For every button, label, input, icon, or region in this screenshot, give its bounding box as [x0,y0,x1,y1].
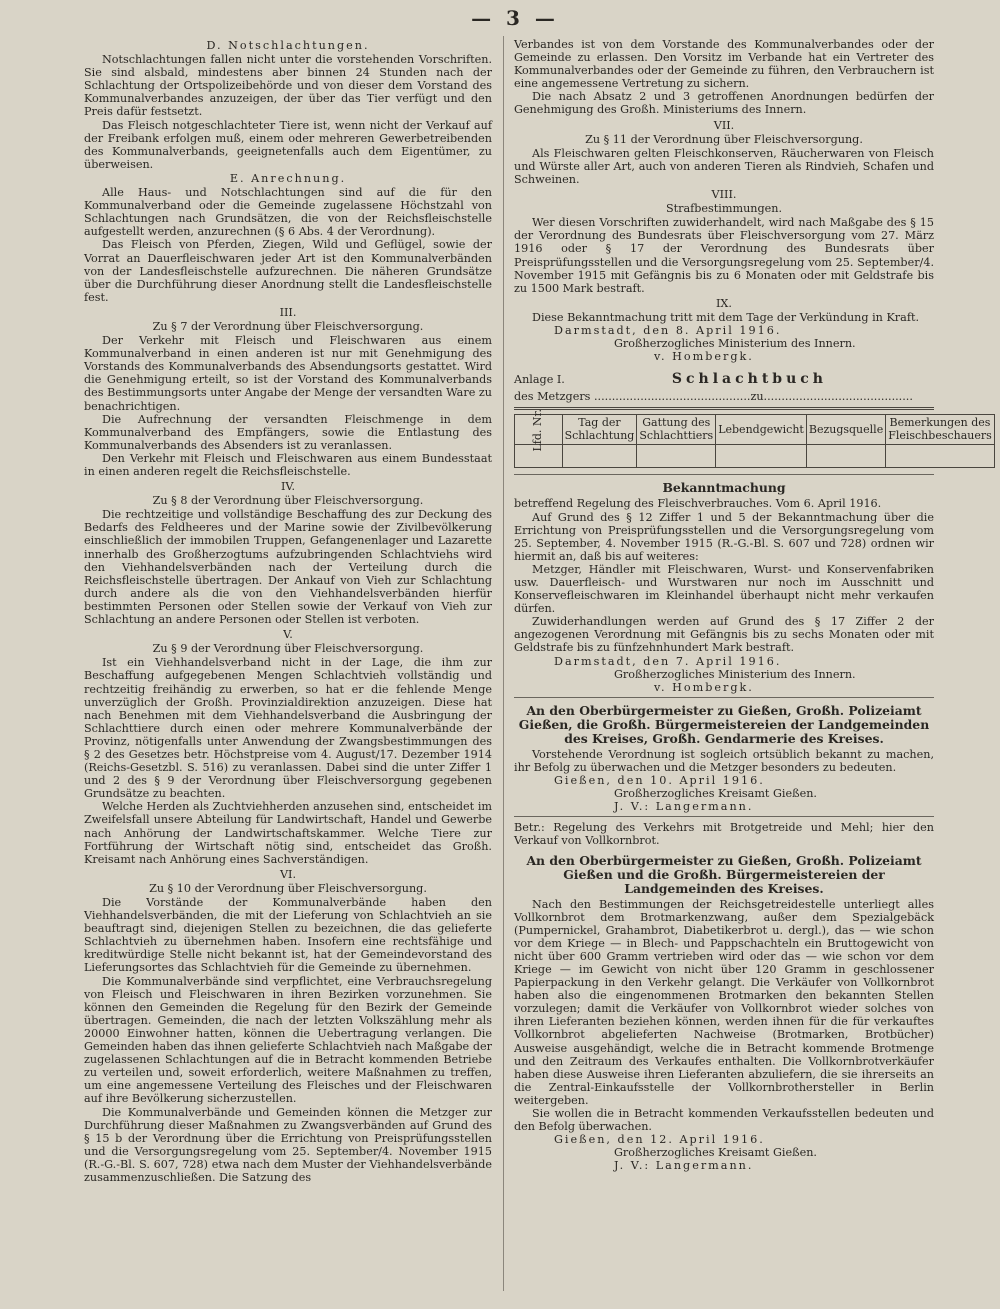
ministry-line: Großherzogliches Ministerium des Innern. [614,337,856,351]
paragraph: Die nach Absatz 2 und 3 getroffenen Anordnungen bedürfen der Genehmigung des Großh. Ministeriums des Innern. [514,90,934,117]
signature: J. V.: Langermann. [614,1159,754,1173]
right-column [514,38,992,1173]
paragraph: Verbandes ist von dem Vorstande des Kommunalverbandes oder der Gemeinde zu erlassen. Den Vorsitz im Verbande hat ein Vertreter des Kommunalverbandes oder der Gemeinde zu führen, den Verbrauchern ist eine angemessene Vertretung zu sichern. [514,38,934,91]
paragraph: Ist ein Viehhandelsverband nicht in der Lage, die ihm zur Beschaffung aufgegebenen Mengen Schlachtvieh vollständig und rechtzeitig freihändig zu erwerben, so hat er die fehlende Menge unverzüglich der Großh. Provinzialdirektion anzuzeigen. Diese hat nach Benehmen mit dem Viehhandelsverband die Ausbringung der Schlachttiere durch einen oder mehrere Kommunalverbände der Provinz, nötigenfalls unter Anwendung der Zwangsbestimmungen des § 2 des Gesetzes betr. Höchstpreise vom 4. August/17. Dezember 1914 (Reichs-Gesetzbl. S. 516) zu veranlassen. Dabei sind die unter Ziffer 1 und 2 des § 9 der Verordnung über Fleischversorgung gegebenen Grundsätze zu beachten. [84,656,492,801]
paragraph: Sie wollen die in Betracht kommenden Verkaufsstellen bedeuten und den Befolg überwachen. [514,1107,934,1134]
paragraph: Alle Haus- und Notschlachtungen sind auf die für den Kommunalverband oder die Gemeinde zugelassene Höchstzahl von Schlachtungen nach Grundsätzen, die von der Reichsfleischstelle aufgestellt werden, anzurechnen (§ 6 Abs. 4 der Verordnung). [84,186,492,239]
section-number: VII. [713,118,735,132]
section-number: VI. [279,867,297,881]
table-row [515,445,995,468]
paragraph: Den Verkehr mit Fleisch und Fleischwaren aus einem Bundesstaat in einen anderen regelt die Reichsfleischstelle. [84,451,492,478]
kreisamt-line: Großherzogliches Kreisamt Gießen. [614,787,817,801]
table-header-cell: Lfd. Nr. [515,415,563,445]
paragraph: Metzger, Händler mit Fleischwaren, Wurst- und Konservenfabriken usw. Dauerfleisch- und Wurstwaren nur noch im Ausschnitt und Konservefleischwaren im Kleinhandel überhaupt nicht mehr verkaufen dürfen. [514,562,934,616]
schlachtbuch-table [514,408,995,468]
signature: v. Hombergk. [654,350,754,364]
section-number: V. [283,628,293,642]
announcement-subtitle: betreffend Regelung des Fleischverbrauches. Vom 6. April 1916. [514,497,882,511]
section-heading: Zu § 10 der Verordnung über Fleischversorgung. [149,881,427,895]
paragraph: Die Vorstände der Kommunalverbände haben den Viehhandelsverbänden, die mit der Lieferung von Schlachtvieh an sie beauftragt sind, diejenigen Stellen zu bezeichnen, die das gelieferte Schlachtvieh zu übernehmen haben. Insofern eine rechtsfähige und kreditwürdige Stelle nicht bekannt ist, hat der Gemeindevorstand des Lieferungsortes das Schlachtvieh für die Gemeinde zu übernehmen. [84,896,492,975]
annex-label: Anlage I. [514,373,565,387]
date-line: Gießen, den 10. April 1916. [554,774,765,788]
section-heading: Zu § 7 der Verordnung über Fleischversorgung. [152,319,424,333]
annex-title: Schlachtbuch [671,371,827,388]
paragraph: Notschlachtungen fallen nicht unter die vorstehenden Vorschriften. Sie sind alsbald, mindestens aber binnen 24 Stunden nach der Schlachtung der Ortspolizeibehörde und von dieser dem Vorstand des Kommunalverbandes anzuzeigen, der über das Tier verfügt und den Preis dafür festsetzt. [84,53,492,119]
announcement-title: Bekanntmachung [662,480,786,496]
paragraph: Das Fleisch von Pferden, Ziegen, Wild und Geflügel, sowie der Vorrat an Dauerfleischwaren jeder Art ist den Kommunalverbänden von der Landesfleischstelle aufzurechnen. Die näheren Grundsätze über die Durchführung dieser Anordnung stellt die Landesfleischstelle fest. [84,238,492,304]
kreisamt-line: Großherzogliches Kreisamt Gießen. [614,1146,817,1160]
metzger-line: des Metzgers ............................................zu.......................................... [514,390,913,404]
subject-line: Betr.: Regelung des Verkehrs mit Brotgetreide und Mehl; hier den Verkauf von Vollkornbrot. [514,821,934,848]
table-header-cell: Bemerkungen des Fleischbeschauers [886,415,995,445]
paragraph: Nach den Bestimmungen der Reichsgetreidestelle unterliegt alles Vollkornbrot dem Brotmarkenzwang, außer dem Spezialgebäck (Pumpernickel, Grahambrot, Diabetikerbrot u. dergl.), das — wie schon vor dem Kriege — in Blech- und Pappschachteln ein Bruttogewicht von nicht über 600 Gramm vertrieben wird oder das — wie schon vor dem Kriege — im Gewicht von nicht über 120 Gramm in geschlossener Papierpackung in den Verkehr gelangt. Die Verkäufer von Vollkornbrot haben also die eingenommenen Brotmarken den bekannten Stellen vorzulegen; damit die Verkäufer von Vollkornbrot wieder solches von ihren Lieferanten beziehen können, werden ihnen für die für verkauftes Vollkornbrot abgelieferten Nachweise (Brotmarken, Brotbücher) Ausweise ausgehändigt, welche die in Betracht kommende Brotmenge und den Zeitraum des Verkaufes enthalten. Die Vollkornbrotverkäufer haben diese Ausweise ihren Lieferanten abzuliefern, die sie ihrerseits an die Zentral-Einkaufsstelle der Vollkornbrothersteller in Berlin weitergeben. [514,897,934,1107]
page-number: — 3 — [471,6,559,30]
paragraph: Auf Grund des § 12 Ziffer 1 und 5 der Bekanntmachung über die Errichtung von Preisprüfungsstellen und die Versorgungsregelung vom 25. September, 4. November 1915 (R.-G.-Bl. S. 607 und 728) ordnen wir hiermit an, daß bis auf weiteres: [514,510,934,563]
paragraph: Vorstehende Verordnung ist sogleich ortsüblich bekannt zu machen, ihr Befolg zu überwachen und die Metzger besonders zu bedeuten. [514,747,934,774]
paragraph: Diese Bekanntmachung tritt mit dem Tage der Verkündung in Kraft. [532,310,920,324]
section-number: III. [279,305,297,319]
divider [514,697,934,698]
section-heading: Strafbestimmungen. [665,202,783,216]
signature: v. Hombergk. [654,680,754,694]
paragraph: Die Kommunalverbände sind verpflichtet, eine Verbrauchsregelung von Fleisch und Fleischwaren in ihren Bezirken vorzunehmen. Sie können den Gemeinden die Regelung für den Bezirk der Gemeinde übertragen. Gemeinden, die nach der letzten Volkszählung mehr als 20000 Einwohner hatten, können die Uebertragung verlangen. Die Gemeinden haben das ihnen gelieferte Schlachtvieh nach Maßgabe der zugelassenen Schlachtungen auf die in Betracht kommenden Betriebe zu verteilen und, soweit erforderlich, weitere Maßnahmen zu treffen, um eine angemessene Verteilung des Fleisches und der Fleischwaren auf ihre Bevölkerung sicherzustellen. [84,974,492,1106]
paragraph: Die rechtzeitige und vollständige Beschaffung des zur Deckung des Bedarfs des Feldheeres und der Marine sowie der Zivilbevölkerung einschließlich der immobilen Truppen, Gefangenenlager und Lazarette innerhalb des Großherzogtums aufzubringenden Schlachtviehs wird den Viehhandelsverbänden nach der Verteilung durch die Reichsfleischstelle übertragen. Der Ankauf von Vieh zur Schlachtung durch andere als die von den Viehhandelsverbänden hierfür bestimmten Personen oder Stellen sowie der Verkauf von Vieh zur Schlachtung an andere Personen oder Stellen ist verboten. [84,508,492,627]
date-line: Darmstadt, den 8. April 1916. [554,323,782,337]
ministry-line: Großherzogliches Ministerium des Innern. [614,667,856,681]
divider [514,816,934,817]
section-heading: Zu § 8 der Verordnung über Fleischversorgung. [152,494,424,508]
signature: J. V.: Langermann. [614,800,754,814]
section-number: VIII. [711,188,737,202]
paragraph: Der Verkehr mit Fleisch und Fleischwaren aus einem Kommunalverband in einen anderen ist nur mit Genehmigung des Vorstands des Kommunalverbands des Absendungsorts gestattet. Wird die Genehmigung erteilt, so ist der Vorstand des Kommunalverbands des Bestimmungsorts unter Angabe der Menge der versandten Ware zu benachrichtigen. [84,334,492,413]
section-number: IX. [716,296,732,310]
table-header-row [515,415,995,445]
paragraph: Das Fleisch notgeschlachteter Tiere ist, wenn nicht der Verkauf auf der Freibank erfolgen muß, einem oder mehreren Gewerbetreibenden des Kommunalverbands, geeignetenfalls auch dem Eigentümer, zu überweisen. [84,118,492,171]
addressee-heading: An den Oberbürgermeister zu Gießen, Großh. Polizeiamt Gießen und die Großh. Bürgermeistereien der Landgemeinden des Kreises. [526,852,922,896]
paragraph: Wer diesen Vorschriften zuwiderhandelt, wird nach Maßgabe des § 15 der Verordnung des Bundesrats über Fleischversorgung vom 27. März 1916 oder § 17 der Verordnung des Bundesrats über Preisprüfungsstellen und die Versorgungsregelung vom 25. September/4. November 1915 mit Gefängnis bis zu 6 Monaten oder mit Geldstrafe bis zu 1500 Mark bestraft. [514,216,934,295]
section-heading: Zu § 11 der Verordnung über Fleischversorgung. [585,132,863,146]
table-header-cell: Gattung des Schlachttiers [637,415,716,445]
table-header-cell: Lebendgewicht [716,415,807,445]
date-line: Darmstadt, den 7. April 1916. [554,654,782,668]
table-header-cell: Tag der Schlachtung [562,415,637,445]
column-divider [503,36,504,1291]
paragraph: Zuwiderhandlungen werden auf Grund des § 17 Ziffer 2 der angezogenen Verordnung mit Gefängnis bis zu sechs Monaten oder mit Geldstrafe bis zu fünfzehnhundert Mark bestraft. [514,615,934,655]
section-heading: Zu § 9 der Verordnung über Fleischversorgung. [152,642,424,656]
paragraph: Als Fleischwaren gelten Fleischkonserven, Räucherwaren von Fleisch und Würste aller Art, auch von anderen Tieren als Rindvieh, Schafen und Schweinen. [514,146,934,186]
paragraph: Welche Herden als Zuchtviehherden anzusehen sind, entscheidet im Zweifelsfall unsere Abteilung für Landwirtschaft, Handel und Gewerbe nach Anhörung der Landwirtschaftskammer. Welche Tiere zur Fortführung der Wirtschaft nötig sind, entscheidet das Großh. Kreisamt nach Anhörung eines Sachverständigen. [84,800,492,866]
section-heading: E. Anrechnung. [229,171,347,185]
paragraph: Die Aufrechnung der versandten Fleischmenge in dem Kommunalverband des Empfängers, sowie die Entlastung des Kommunalverbands des Absenders ist zu veranlassen. [84,412,492,452]
date-line: Gießen, den 12. April 1916. [554,1133,765,1147]
table-header-cell: Bezugsquelle [806,415,885,445]
addressee-heading: An den Oberbürgermeister zu Gießen, Großh. Polizeiamt Gießen, die Großh. Bürgermeistereien der Landgemeinden des Kreises, Großh. Gendarmerie des Kreises. [518,702,930,746]
left-column [84,38,492,1184]
divider [514,474,934,475]
section-heading: D. Notschlachtungen. [206,39,370,52]
divider [514,407,934,410]
paragraph: Die Kommunalverbände und Gemeinden können die Metzger zur Durchführung dieser Maßnahmen zu Zwangsverbänden auf Grund des § 15 b der Verordnung über die Errichtung von Preisprüfungsstellen und die Versorgungsregelung vom 25. September/4. November 1915 (R.-G.-Bl. S. 607, 728) etwa nach dem Muster der Viehhandelsverbände zusammenzuschließen. Die Satzung des [84,1105,492,1184]
section-number: IV. [280,480,296,494]
annex-header [514,373,934,386]
